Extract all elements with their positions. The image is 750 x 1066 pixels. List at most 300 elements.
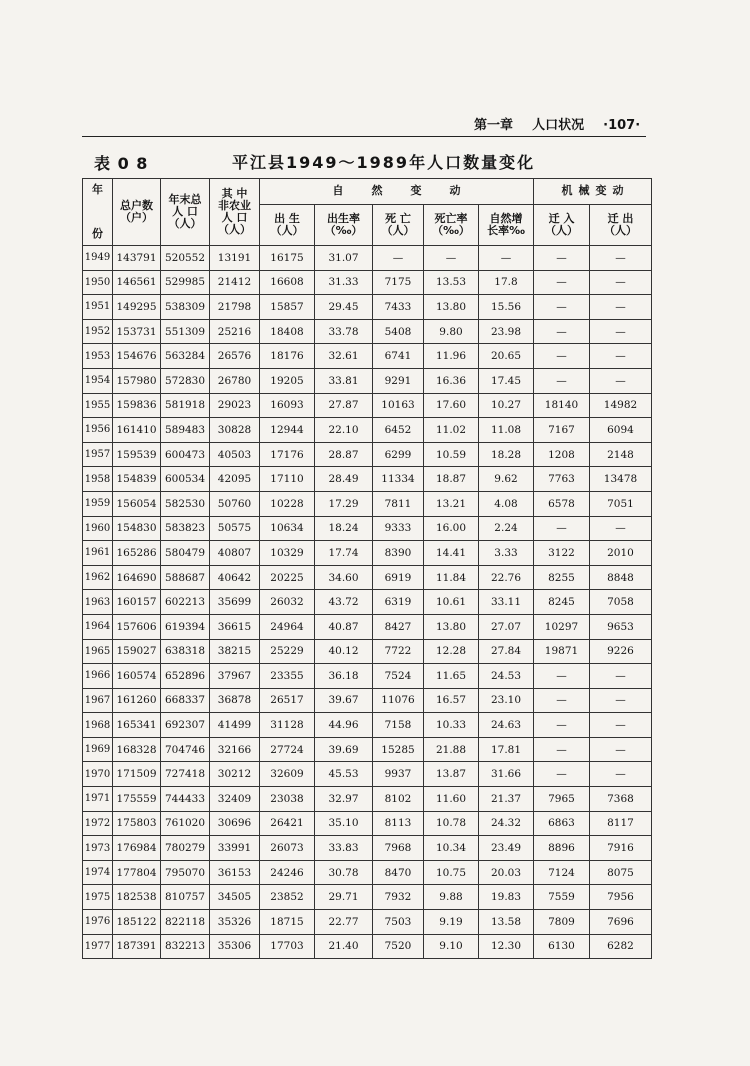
cell-births: 23852	[260, 885, 315, 910]
cell-non-agri: 36615	[210, 614, 260, 639]
cell-year: 1966	[83, 664, 113, 689]
cell-out-migrants: 7368	[590, 787, 652, 812]
header-deaths: 死 亡 （人）	[373, 204, 424, 245]
cell-in-migrants: 8255	[534, 565, 590, 590]
cell-non-agri: 41499	[210, 713, 260, 738]
cell-year: 1968	[83, 713, 113, 738]
cell-year: 1960	[83, 516, 113, 541]
cell-death-rate: 16.00	[424, 516, 479, 541]
cell-households: 154839	[113, 467, 161, 492]
cell-births: 17176	[260, 442, 315, 467]
cell-births: 24964	[260, 614, 315, 639]
cell-year: 1975	[83, 885, 113, 910]
cell-non-agri: 50760	[210, 491, 260, 516]
cell-population: 520552	[161, 246, 210, 271]
cell-year: 1950	[83, 270, 113, 295]
table-title: 平江县1949～1989年人口数量变化	[232, 153, 536, 172]
cell-out-migrants: 2010	[590, 541, 652, 566]
cell-out-migrants: 8075	[590, 860, 652, 885]
cell-year: 1951	[83, 295, 113, 320]
cell-natural-growth-rate: 20.65	[479, 344, 534, 369]
cell-birth-rate: 36.18	[315, 664, 373, 689]
cell-births: 15857	[260, 295, 315, 320]
cell-death-rate: 13.87	[424, 762, 479, 787]
cell-births: 17703	[260, 934, 315, 959]
cell-natural-growth-rate: 27.84	[479, 639, 534, 664]
cell-year: 1972	[83, 811, 113, 836]
cell-births: 27724	[260, 737, 315, 762]
cell-out-migrants: 14982	[590, 393, 652, 418]
cell-natural-growth-rate: 17.45	[479, 368, 534, 393]
cell-deaths: 15285	[373, 737, 424, 762]
cell-population: 832213	[161, 934, 210, 959]
cell-natural-growth-rate: 2.24	[479, 516, 534, 541]
cell-births: 16175	[260, 246, 315, 271]
table-row	[83, 368, 652, 393]
cell-births: 18408	[260, 319, 315, 344]
cell-out-migrants: 8848	[590, 565, 652, 590]
cell-births: 17110	[260, 467, 315, 492]
cell-non-agri: 21412	[210, 270, 260, 295]
cell-out-migrants: 2148	[590, 442, 652, 467]
cell-year: 1956	[83, 418, 113, 443]
cell-natural-growth-rate: 17.81	[479, 737, 534, 762]
cell-year: 1961	[83, 541, 113, 566]
cell-households: 143791	[113, 246, 161, 271]
cell-natural-growth-rate: 22.76	[479, 565, 534, 590]
header-birth-rate: 出生率 （‰）	[315, 204, 373, 245]
cell-population: 583823	[161, 516, 210, 541]
cell-population: 652896	[161, 664, 210, 689]
cell-year: 1959	[83, 491, 113, 516]
cell-deaths: 6452	[373, 418, 424, 443]
cell-non-agri: 30696	[210, 811, 260, 836]
cell-non-agri: 25216	[210, 319, 260, 344]
cell-deaths: 8102	[373, 787, 424, 812]
cell-birth-rate: 22.77	[315, 910, 373, 935]
cell-households: 177804	[113, 860, 161, 885]
cell-non-agri: 35326	[210, 910, 260, 935]
cell-in-migrants: —	[534, 762, 590, 787]
cell-death-rate: 9.19	[424, 910, 479, 935]
table-row	[83, 418, 652, 443]
header-births: 出 生 （人）	[260, 204, 315, 245]
cell-death-rate: —	[424, 246, 479, 271]
cell-households: 176984	[113, 836, 161, 861]
cell-births: 26517	[260, 688, 315, 713]
table-row	[83, 762, 652, 787]
cell-death-rate: 21.88	[424, 737, 479, 762]
cell-population: 744433	[161, 787, 210, 812]
table-row	[83, 270, 652, 295]
table-row	[83, 934, 652, 959]
cell-out-migrants: 6094	[590, 418, 652, 443]
cell-non-agri: 38215	[210, 639, 260, 664]
cell-non-agri: 30828	[210, 418, 260, 443]
cell-out-migrants: 7696	[590, 910, 652, 935]
cell-population: 704746	[161, 737, 210, 762]
cell-households: 161260	[113, 688, 161, 713]
cell-households: 154830	[113, 516, 161, 541]
cell-births: 31128	[260, 713, 315, 738]
cell-in-migrants: 7167	[534, 418, 590, 443]
cell-deaths: 7503	[373, 910, 424, 935]
table-row	[83, 442, 652, 467]
cell-death-rate: 12.28	[424, 639, 479, 664]
cell-households: 165341	[113, 713, 161, 738]
cell-year: 1969	[83, 737, 113, 762]
cell-birth-rate: 39.69	[315, 737, 373, 762]
cell-birth-rate: 33.83	[315, 836, 373, 861]
table-row	[83, 516, 652, 541]
cell-deaths: 11334	[373, 467, 424, 492]
cell-death-rate: 13.80	[424, 614, 479, 639]
cell-birth-rate: 31.33	[315, 270, 373, 295]
table-row	[83, 910, 652, 935]
table-row	[83, 664, 652, 689]
cell-births: 16608	[260, 270, 315, 295]
cell-households: 185122	[113, 910, 161, 935]
cell-death-rate: 10.78	[424, 811, 479, 836]
cell-non-agri: 29023	[210, 393, 260, 418]
header-death-rate: 死亡率 （‰）	[424, 204, 479, 245]
cell-birth-rate: 29.45	[315, 295, 373, 320]
table-row	[83, 491, 652, 516]
header-natural-growth-rate: 自然增 长率‰	[479, 204, 534, 245]
cell-birth-rate: 32.97	[315, 787, 373, 812]
cell-population: 810757	[161, 885, 210, 910]
cell-deaths: 5408	[373, 319, 424, 344]
cell-population: 580479	[161, 541, 210, 566]
table-row	[83, 836, 652, 861]
cell-births: 23038	[260, 787, 315, 812]
cell-households: 175559	[113, 787, 161, 812]
table-row	[83, 639, 652, 664]
cell-year: 1952	[83, 319, 113, 344]
table-row	[83, 467, 652, 492]
cell-deaths: 10163	[373, 393, 424, 418]
cell-out-migrants: —	[590, 664, 652, 689]
chapter-label: 第一章	[474, 118, 514, 133]
cell-natural-growth-rate: 3.33	[479, 541, 534, 566]
cell-non-agri: 50575	[210, 516, 260, 541]
population-table	[82, 178, 652, 959]
cell-death-rate: 10.34	[424, 836, 479, 861]
cell-in-migrants: 7124	[534, 860, 590, 885]
cell-birth-rate: 18.24	[315, 516, 373, 541]
cell-out-migrants: 7956	[590, 885, 652, 910]
cell-non-agri: 21798	[210, 295, 260, 320]
cell-in-migrants: —	[534, 295, 590, 320]
cell-population: 727418	[161, 762, 210, 787]
cell-natural-growth-rate: 21.37	[479, 787, 534, 812]
table-row	[83, 860, 652, 885]
cell-in-migrants: —	[534, 319, 590, 344]
cell-in-migrants: —	[534, 737, 590, 762]
cell-death-rate: 16.57	[424, 688, 479, 713]
cell-year: 1953	[83, 344, 113, 369]
table-row	[83, 713, 652, 738]
cell-natural-growth-rate: 20.03	[479, 860, 534, 885]
cell-non-agri: 32409	[210, 787, 260, 812]
cell-households: 171509	[113, 762, 161, 787]
cell-death-rate: 10.75	[424, 860, 479, 885]
cell-in-migrants: —	[534, 688, 590, 713]
header-mechanical-change: 机械变动	[534, 179, 652, 205]
cell-out-migrants: —	[590, 688, 652, 713]
cell-population: 761020	[161, 811, 210, 836]
header-in-migrants: 迁 入 （人）	[534, 204, 590, 245]
table-row	[83, 811, 652, 836]
cell-population: 582530	[161, 491, 210, 516]
cell-births: 26073	[260, 836, 315, 861]
cell-households: 159836	[113, 393, 161, 418]
cell-birth-rate: 40.87	[315, 614, 373, 639]
cell-death-rate: 11.65	[424, 664, 479, 689]
cell-death-rate: 9.10	[424, 934, 479, 959]
cell-year: 1974	[83, 860, 113, 885]
cell-year: 1955	[83, 393, 113, 418]
cell-death-rate: 16.36	[424, 368, 479, 393]
cell-birth-rate: 39.67	[315, 688, 373, 713]
cell-deaths: 7968	[373, 836, 424, 861]
cell-population: 581918	[161, 393, 210, 418]
cell-in-migrants: 6863	[534, 811, 590, 836]
cell-deaths: 9291	[373, 368, 424, 393]
cell-non-agri: 35699	[210, 590, 260, 615]
cell-deaths: 9333	[373, 516, 424, 541]
cell-year: 1967	[83, 688, 113, 713]
cell-deaths: 7524	[373, 664, 424, 689]
cell-year: 1962	[83, 565, 113, 590]
cell-natural-growth-rate: 19.83	[479, 885, 534, 910]
cell-deaths: 9937	[373, 762, 424, 787]
cell-in-migrants: 7559	[534, 885, 590, 910]
cell-population: 795070	[161, 860, 210, 885]
cell-population: 529985	[161, 270, 210, 295]
cell-households: 161410	[113, 418, 161, 443]
cell-in-migrants: 1208	[534, 442, 590, 467]
cell-birth-rate: 21.40	[315, 934, 373, 959]
cell-death-rate: 9.80	[424, 319, 479, 344]
cell-year: 1973	[83, 836, 113, 861]
cell-non-agri: 26576	[210, 344, 260, 369]
cell-deaths: 6299	[373, 442, 424, 467]
cell-non-agri: 30212	[210, 762, 260, 787]
cell-deaths: 8390	[373, 541, 424, 566]
cell-natural-growth-rate: 33.11	[479, 590, 534, 615]
cell-households: 175803	[113, 811, 161, 836]
cell-births: 12944	[260, 418, 315, 443]
cell-in-migrants: 10297	[534, 614, 590, 639]
cell-births: 23355	[260, 664, 315, 689]
cell-death-rate: 14.41	[424, 541, 479, 566]
header-year: 年 份	[83, 179, 113, 246]
cell-birth-rate: 30.78	[315, 860, 373, 885]
cell-year: 1965	[83, 639, 113, 664]
cell-death-rate: 11.60	[424, 787, 479, 812]
cell-non-agri: 33991	[210, 836, 260, 861]
cell-non-agri: 40642	[210, 565, 260, 590]
cell-births: 16093	[260, 393, 315, 418]
table-row	[83, 344, 652, 369]
header-natural-change: 自然变动	[260, 179, 534, 205]
cell-population: 551309	[161, 319, 210, 344]
cell-year: 1964	[83, 614, 113, 639]
table-row	[83, 590, 652, 615]
cell-natural-growth-rate: 24.32	[479, 811, 534, 836]
cell-year: 1949	[83, 246, 113, 271]
cell-out-migrants: 9653	[590, 614, 652, 639]
cell-birth-rate: 29.71	[315, 885, 373, 910]
cell-in-migrants: —	[534, 246, 590, 271]
cell-households: 153731	[113, 319, 161, 344]
cell-births: 18176	[260, 344, 315, 369]
cell-households: 160574	[113, 664, 161, 689]
cell-in-migrants: 7965	[534, 787, 590, 812]
cell-non-agri: 32166	[210, 737, 260, 762]
cell-out-migrants: —	[590, 737, 652, 762]
cell-out-migrants: —	[590, 762, 652, 787]
cell-deaths: 8113	[373, 811, 424, 836]
page-number: ·107·	[603, 118, 641, 133]
cell-in-migrants: 19871	[534, 639, 590, 664]
cell-population: 668337	[161, 688, 210, 713]
cell-in-migrants: 6130	[534, 934, 590, 959]
cell-in-migrants: —	[534, 368, 590, 393]
cell-non-agri: 40503	[210, 442, 260, 467]
table-row	[83, 885, 652, 910]
cell-out-migrants: —	[590, 516, 652, 541]
cell-year: 1963	[83, 590, 113, 615]
cell-death-rate: 13.21	[424, 491, 479, 516]
table-row	[83, 737, 652, 762]
table-body	[83, 246, 652, 959]
cell-out-migrants: —	[590, 246, 652, 271]
cell-deaths: 7175	[373, 270, 424, 295]
cell-in-migrants: 6578	[534, 491, 590, 516]
cell-birth-rate: 44.96	[315, 713, 373, 738]
cell-households: 160157	[113, 590, 161, 615]
header-out-migrants: 迁 出 （人）	[590, 204, 652, 245]
cell-year: 1971	[83, 787, 113, 812]
cell-year: 1958	[83, 467, 113, 492]
cell-death-rate: 10.33	[424, 713, 479, 738]
cell-birth-rate: 17.74	[315, 541, 373, 566]
cell-in-migrants: 8896	[534, 836, 590, 861]
cell-population: 589483	[161, 418, 210, 443]
cell-natural-growth-rate: 31.66	[479, 762, 534, 787]
cell-in-migrants: 7809	[534, 910, 590, 935]
cell-births: 10228	[260, 491, 315, 516]
cell-population: 822118	[161, 910, 210, 935]
cell-households: 157606	[113, 614, 161, 639]
cell-year: 1954	[83, 368, 113, 393]
cell-birth-rate: 45.53	[315, 762, 373, 787]
cell-natural-growth-rate: 4.08	[479, 491, 534, 516]
cell-non-agri: 40807	[210, 541, 260, 566]
cell-non-agri: 42095	[210, 467, 260, 492]
table-row	[83, 246, 652, 271]
cell-population: 619394	[161, 614, 210, 639]
cell-birth-rate: 28.87	[315, 442, 373, 467]
cell-birth-rate: 28.49	[315, 467, 373, 492]
cell-out-migrants: —	[590, 713, 652, 738]
cell-deaths: 6319	[373, 590, 424, 615]
cell-non-agri: 36878	[210, 688, 260, 713]
cell-in-migrants: 8245	[534, 590, 590, 615]
table-row	[83, 565, 652, 590]
cell-birth-rate: 31.07	[315, 246, 373, 271]
table-row	[83, 787, 652, 812]
cell-out-migrants: 8117	[590, 811, 652, 836]
cell-out-migrants: —	[590, 368, 652, 393]
cell-households: 159539	[113, 442, 161, 467]
cell-in-migrants: —	[534, 270, 590, 295]
cell-births: 25229	[260, 639, 315, 664]
cell-natural-growth-rate: 24.63	[479, 713, 534, 738]
cell-households: 159027	[113, 639, 161, 664]
cell-birth-rate: 32.61	[315, 344, 373, 369]
running-head	[474, 114, 654, 133]
cell-population: 563284	[161, 344, 210, 369]
cell-birth-rate: 33.81	[315, 368, 373, 393]
cell-in-migrants: —	[534, 664, 590, 689]
cell-birth-rate: 34.60	[315, 565, 373, 590]
cell-births: 24246	[260, 860, 315, 885]
cell-households: 182538	[113, 885, 161, 910]
cell-births: 18715	[260, 910, 315, 935]
cell-natural-growth-rate: —	[479, 246, 534, 271]
cell-death-rate: 11.96	[424, 344, 479, 369]
cell-birth-rate: 33.78	[315, 319, 373, 344]
cell-natural-growth-rate: 11.08	[479, 418, 534, 443]
cell-births: 10634	[260, 516, 315, 541]
table-row	[83, 614, 652, 639]
cell-deaths: —	[373, 246, 424, 271]
cell-birth-rate: 43.72	[315, 590, 373, 615]
cell-non-agri: 37967	[210, 664, 260, 689]
cell-deaths: 7158	[373, 713, 424, 738]
cell-natural-growth-rate: 15.56	[479, 295, 534, 320]
cell-year: 1976	[83, 910, 113, 935]
cell-in-migrants: 7763	[534, 467, 590, 492]
cell-households: 156054	[113, 491, 161, 516]
cell-population: 600534	[161, 467, 210, 492]
cell-death-rate: 9.88	[424, 885, 479, 910]
cell-natural-growth-rate: 17.8	[479, 270, 534, 295]
cell-out-migrants: —	[590, 344, 652, 369]
cell-population: 692307	[161, 713, 210, 738]
header-non-agri: 其 中 非农业 人 口 （人）	[210, 179, 260, 246]
cell-death-rate: 17.60	[424, 393, 479, 418]
cell-birth-rate: 17.29	[315, 491, 373, 516]
section-label: 人口状况	[532, 118, 585, 133]
cell-households: 157980	[113, 368, 161, 393]
cell-natural-growth-rate: 9.62	[479, 467, 534, 492]
cell-in-migrants: —	[534, 344, 590, 369]
cell-death-rate: 18.87	[424, 467, 479, 492]
cell-non-agri: 36153	[210, 860, 260, 885]
cell-out-migrants: 6282	[590, 934, 652, 959]
cell-deaths: 7722	[373, 639, 424, 664]
cell-non-agri: 13191	[210, 246, 260, 271]
cell-deaths: 7520	[373, 934, 424, 959]
cell-out-migrants: —	[590, 319, 652, 344]
cell-deaths: 11076	[373, 688, 424, 713]
cell-death-rate: 11.02	[424, 418, 479, 443]
cell-population: 600473	[161, 442, 210, 467]
